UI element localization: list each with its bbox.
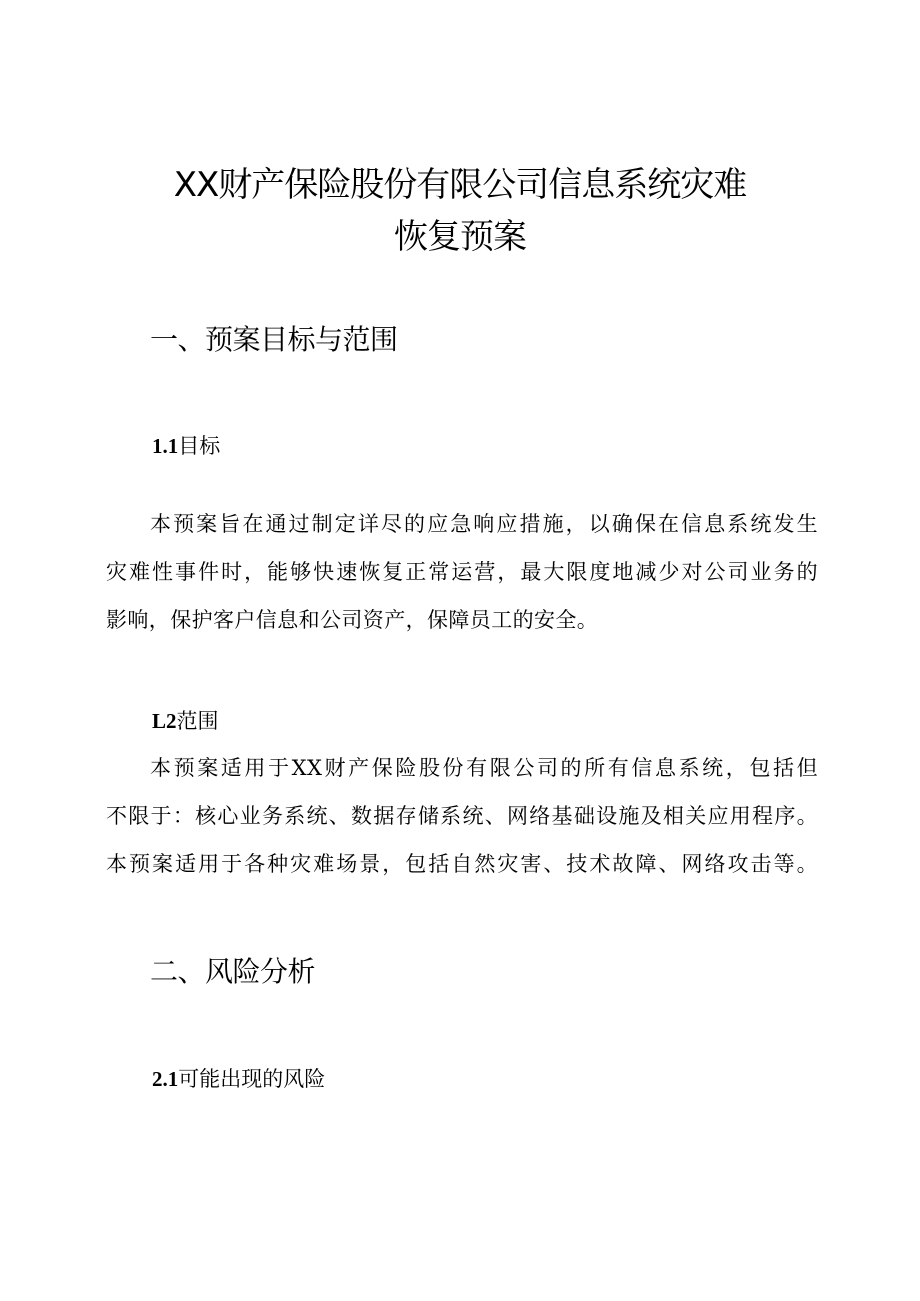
subsection-2-1-label: 可能出现的风险 [178, 1067, 326, 1091]
subsection-1-2-label: 范围 [176, 709, 219, 733]
subsection-2-1-heading [152, 1064, 325, 1094]
paragraph-line: 本预案适用于各种灾难场景，包括自然灾害、技术故障、网络攻击等。 [106, 852, 818, 876]
subsection-1-1-heading [152, 431, 220, 461]
paragraph-line: 本预案旨在通过制定详尽的应急响应措施，以确保在信息系统发生 [150, 512, 818, 536]
subsection-1-1-number: 1.1 [152, 434, 179, 458]
paragraph-line: 灾难性事件时，能够快速恢复正常运营，最大限度地减少对公司业务的 [106, 560, 818, 584]
section-1-heading: 一、预案目标与范围 [150, 323, 398, 356]
subsection-1-2-number: L2 [152, 709, 177, 733]
subsection-1-2-paragraph [106, 744, 818, 888]
paragraph-line: 不限于：核心业务系统、数据存储系统、网络基础设施及相关应用程序。 [106, 804, 818, 828]
paragraph-line: 影响，保护客户信息和公司资产，保障员工的安全。 [106, 608, 599, 632]
subsection-1-1-paragraph [106, 500, 818, 644]
section-2-heading: 二、风险分析 [150, 955, 316, 988]
subsection-2-1-number: 2.1 [152, 1067, 179, 1091]
paragraph-line: 本预案适用于XX财产保险股份有限公司的所有信息系统，包括但 [150, 756, 818, 780]
subsection-1-1-label: 目标 [178, 434, 221, 458]
document-title-line-1: XX财产保险股份有限公司信息系统灾难 [173, 165, 747, 205]
document-title-line-2: 恢复预案 [394, 217, 526, 257]
subsection-1-2-heading [152, 706, 219, 736]
